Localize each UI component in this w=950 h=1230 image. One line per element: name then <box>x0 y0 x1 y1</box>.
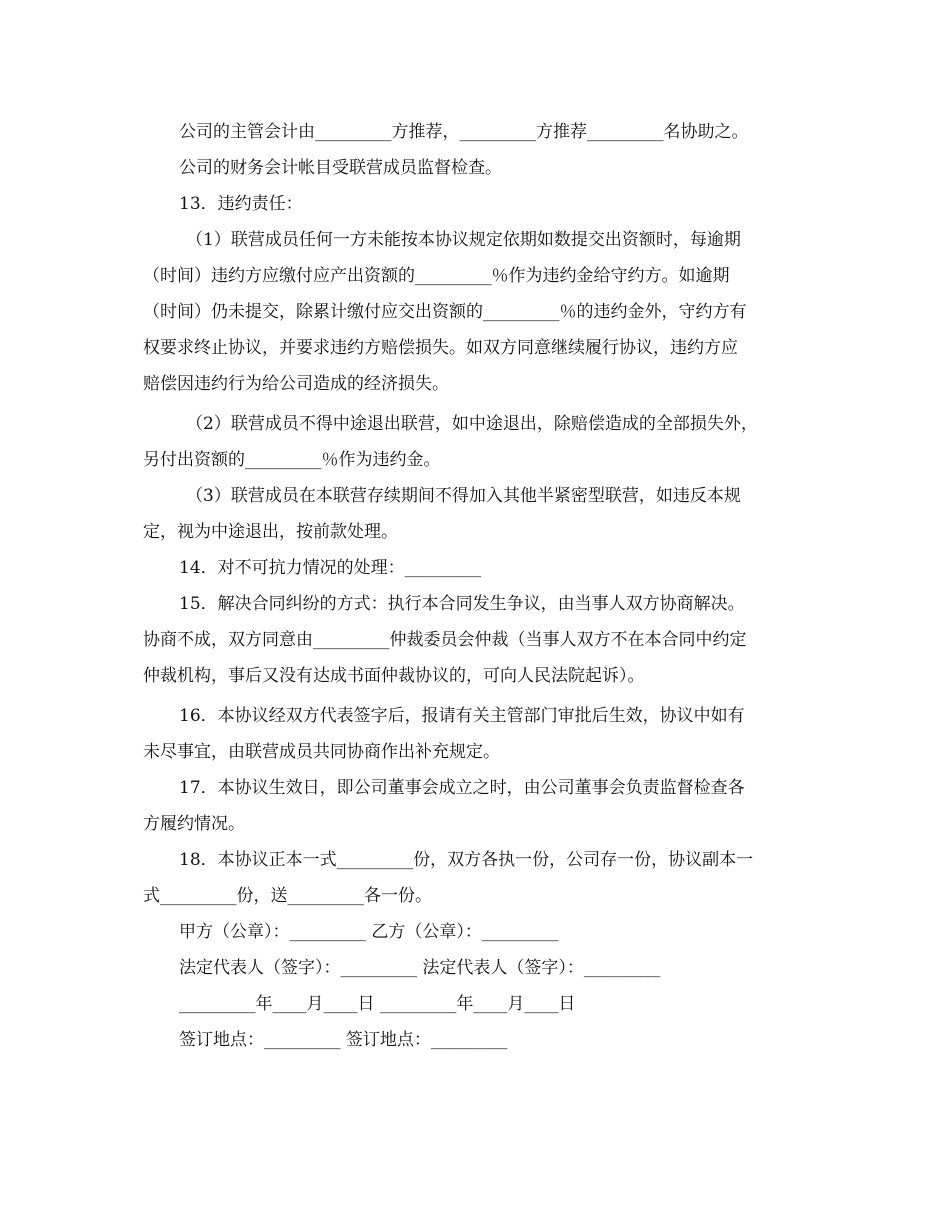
text-line: 公司的主管会计由_________方推荐，_________方推荐_________名协助之。 <box>179 122 749 142</box>
text-line: 权要求终止协议，并要求违约方赔偿损失。如双方同意继续履行协议，违约方应 <box>143 338 738 358</box>
text-line: 15．解决合同纠纷的方式：执行本合同发生争议，由当事人双方协商解决。 <box>179 594 745 614</box>
text-line: 协商不成，双方同意由_________仲裁委员会仲裁（当事人双方不在本合同中约定 <box>143 630 747 650</box>
text-line: （3）联营成员在本联营存续期间不得加入其他半紧密型联营，如违反本规 <box>186 486 741 506</box>
signature-line-date: _________年____月____日 _________年____月____日 <box>179 994 576 1014</box>
signature-line-party-seal: 甲方（公章）：_________ 乙方（公章）：_________ <box>179 922 559 942</box>
text-line: 14．对不可抗力情况的处理：_________ <box>179 558 482 578</box>
text-line: 另付出资额的_________％作为违约金。 <box>143 450 441 470</box>
text-line: 17．本协议生效日，即公司董事会成立之时，由公司董事会负责监督检查各 <box>179 778 745 798</box>
text-line: 赔偿因违约行为给公司造成的经济损失。 <box>143 374 449 394</box>
text-line: 16．本协议经双方代表签字后，报请有关主管部门审批后生效，协议中如有 <box>179 706 745 726</box>
text-line: 18．本协议正本一式_________份，双方各执一份，公司存一份，协议副本一 <box>179 850 754 870</box>
signature-line-place: 签订地点：_________ 签订地点：_________ <box>179 1030 508 1050</box>
text-line: 仲裁机构，事后又没有达成书面仲裁协议的，可向人民法院起诉）。 <box>143 666 645 686</box>
text-line: 式_________份，送_________各一份。 <box>143 886 432 906</box>
text-line: 未尽事宜，由联营成员共同协商作出补充规定。 <box>143 742 500 762</box>
text-line: 13．违约责任： <box>179 194 303 214</box>
text-line: （时间）违约方应缴付应产出资额的_________％作为违约金给守约方。如逾期 <box>143 266 730 286</box>
text-line: （1）联营成员任何一方未能按本协议规定依期如数提交出资额时，每逾期 <box>186 230 741 250</box>
text-line: （时间）仍未提交，除累计缴付应交出资额的_________％的违约金外，守约方有 <box>143 302 747 322</box>
text-line: （2）联营成员不得中途退出联营，如中途退出，除赔偿造成的全部损失外， <box>186 414 758 434</box>
signature-line-representative: 法定代表人（签字）：_________ 法定代表人（签字）：_________ <box>179 958 661 978</box>
text-line: 方履约情况。 <box>143 814 245 834</box>
text-line: 公司的财务会计帐目受联营成员监督检查。 <box>179 158 502 178</box>
text-line: 定，视为中途退出，按前款处理。 <box>143 522 398 542</box>
